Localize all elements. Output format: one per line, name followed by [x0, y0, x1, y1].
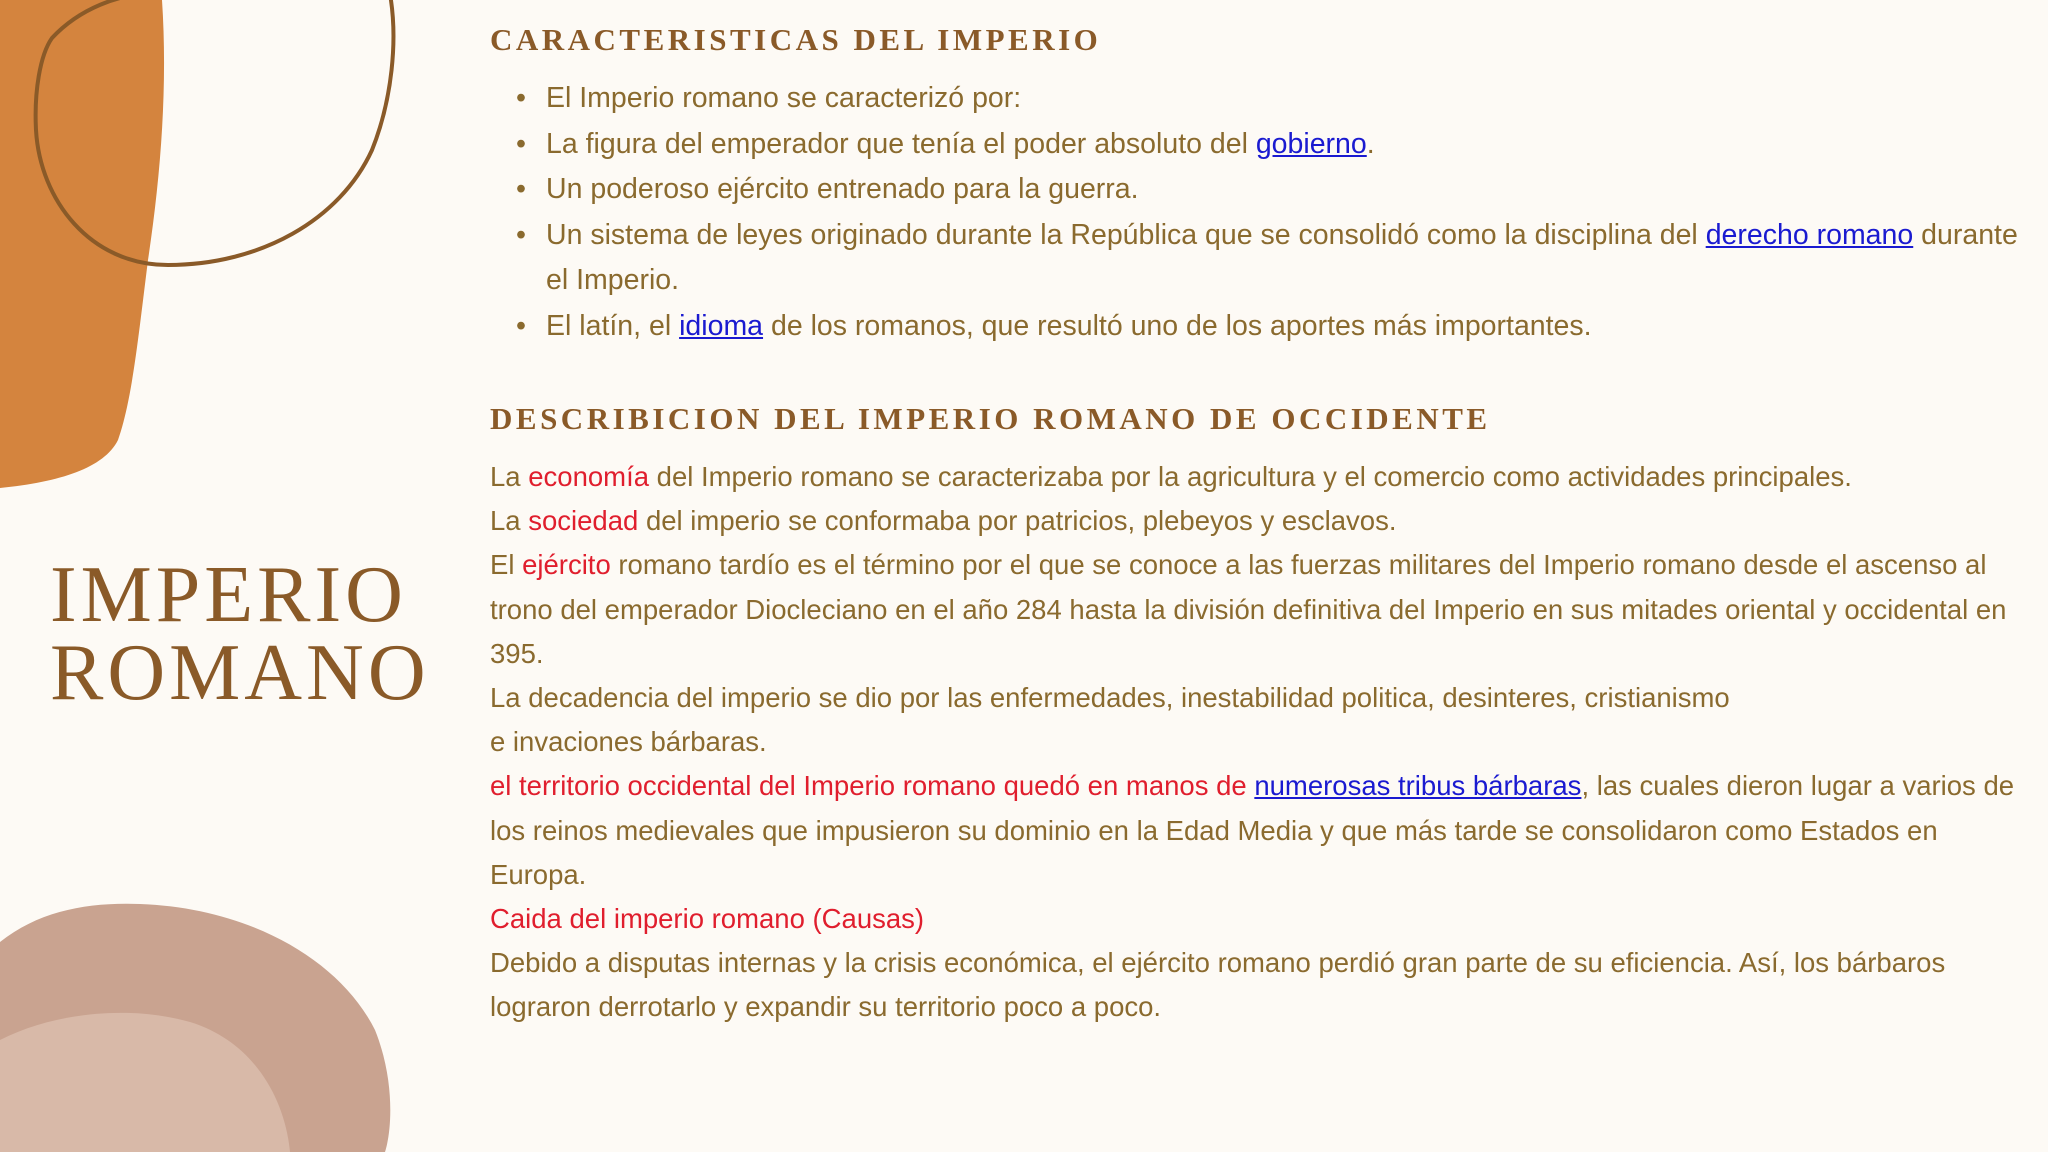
gobierno-link[interactable]: gobierno — [1255, 127, 1367, 160]
orange-blob-shape — [0, 0, 164, 488]
paragraph-fall-causes: Debido a disputas internas y la crisis económica, el ejército romano perdió gran parte de su eficiencia. Así, los bárbaros lograron derrotarlo y expandir su territorio poco a poco. — [490, 947, 1946, 1023]
paragraph-economy: La economía del Imperio romano se caracterizaba por la agricultura y el comercio como actividades principales. — [490, 461, 1852, 492]
paragraph-territory: el territorio occidental del Imperio romano quedó en manos de numerosas tribus bárbaras, las cuales dieron lugar a varios de los reinos medievales que impusieron su dominio en la Edad Media y que más tarde se consolidaron como Estados en Europa. — [490, 770, 2015, 890]
list-item: • La figura del emperador que tenía el poder absoluto del gobierno. — [490, 122, 2020, 168]
paragraph-fall-heading: Caida del imperio romano (Causas) — [490, 903, 925, 935]
paragraph-army: El ejército romano tardío es el término por el que se conoce a las fuerzas militares del Imperio romano desde el ascenso al trono del emperador Diocleciano en el año 284 hasta la división definitiva del Imperio en sus mitades oriental y occidental en 395. — [490, 549, 2007, 669]
section-heading-description: DESCRIBICION DEL IMPERIO ROMANO DE OCCIDENTE — [490, 401, 1491, 436]
outline-ring-shape — [36, 0, 394, 265]
tribus-barbaras-link[interactable]: numerosas tribus bárbaras — [1254, 770, 1582, 802]
derecho-romano-link[interactable]: derecho romano — [1705, 218, 1914, 251]
page-title — [50, 551, 430, 717]
paragraph-society: La sociedad del imperio se conformaba por patricios, plebeyos y esclavos. — [490, 505, 1397, 537]
list-item: • Un sistema de leyes originado durante la República que se consolidó como la disciplina del derecho romano durante el Imperio. — [490, 213, 2020, 304]
idioma-link[interactable]: idioma — [679, 309, 764, 342]
beige-blob-shape — [0, 904, 390, 1152]
list-item: • El Imperio romano se caracterizó por: — [490, 76, 2020, 122]
content-area — [490, 18, 2020, 1030]
section-heading-characteristics: CARACTERISTICAS DEL IMPERIO — [490, 22, 1102, 57]
light-beige-blob-shape — [0, 1013, 290, 1152]
list-item: • El latín, el idioma de los romanos, que resultó uno de los aportes más importantes. — [490, 304, 2020, 350]
title-line-2: ROMANO — [50, 629, 430, 717]
list-item: • Un poderoso ejército entrenado para la guerra. — [490, 167, 2020, 213]
description-body — [490, 455, 2020, 1030]
title-line-1: IMPERIO — [50, 551, 407, 639]
paragraph-decline: La decadencia del imperio se dio por las enfermedades, inestabilidad politica, desinteres, cristianismo e invaciones bárbaras. — [490, 682, 1730, 758]
characteristics-list — [490, 76, 2020, 349]
